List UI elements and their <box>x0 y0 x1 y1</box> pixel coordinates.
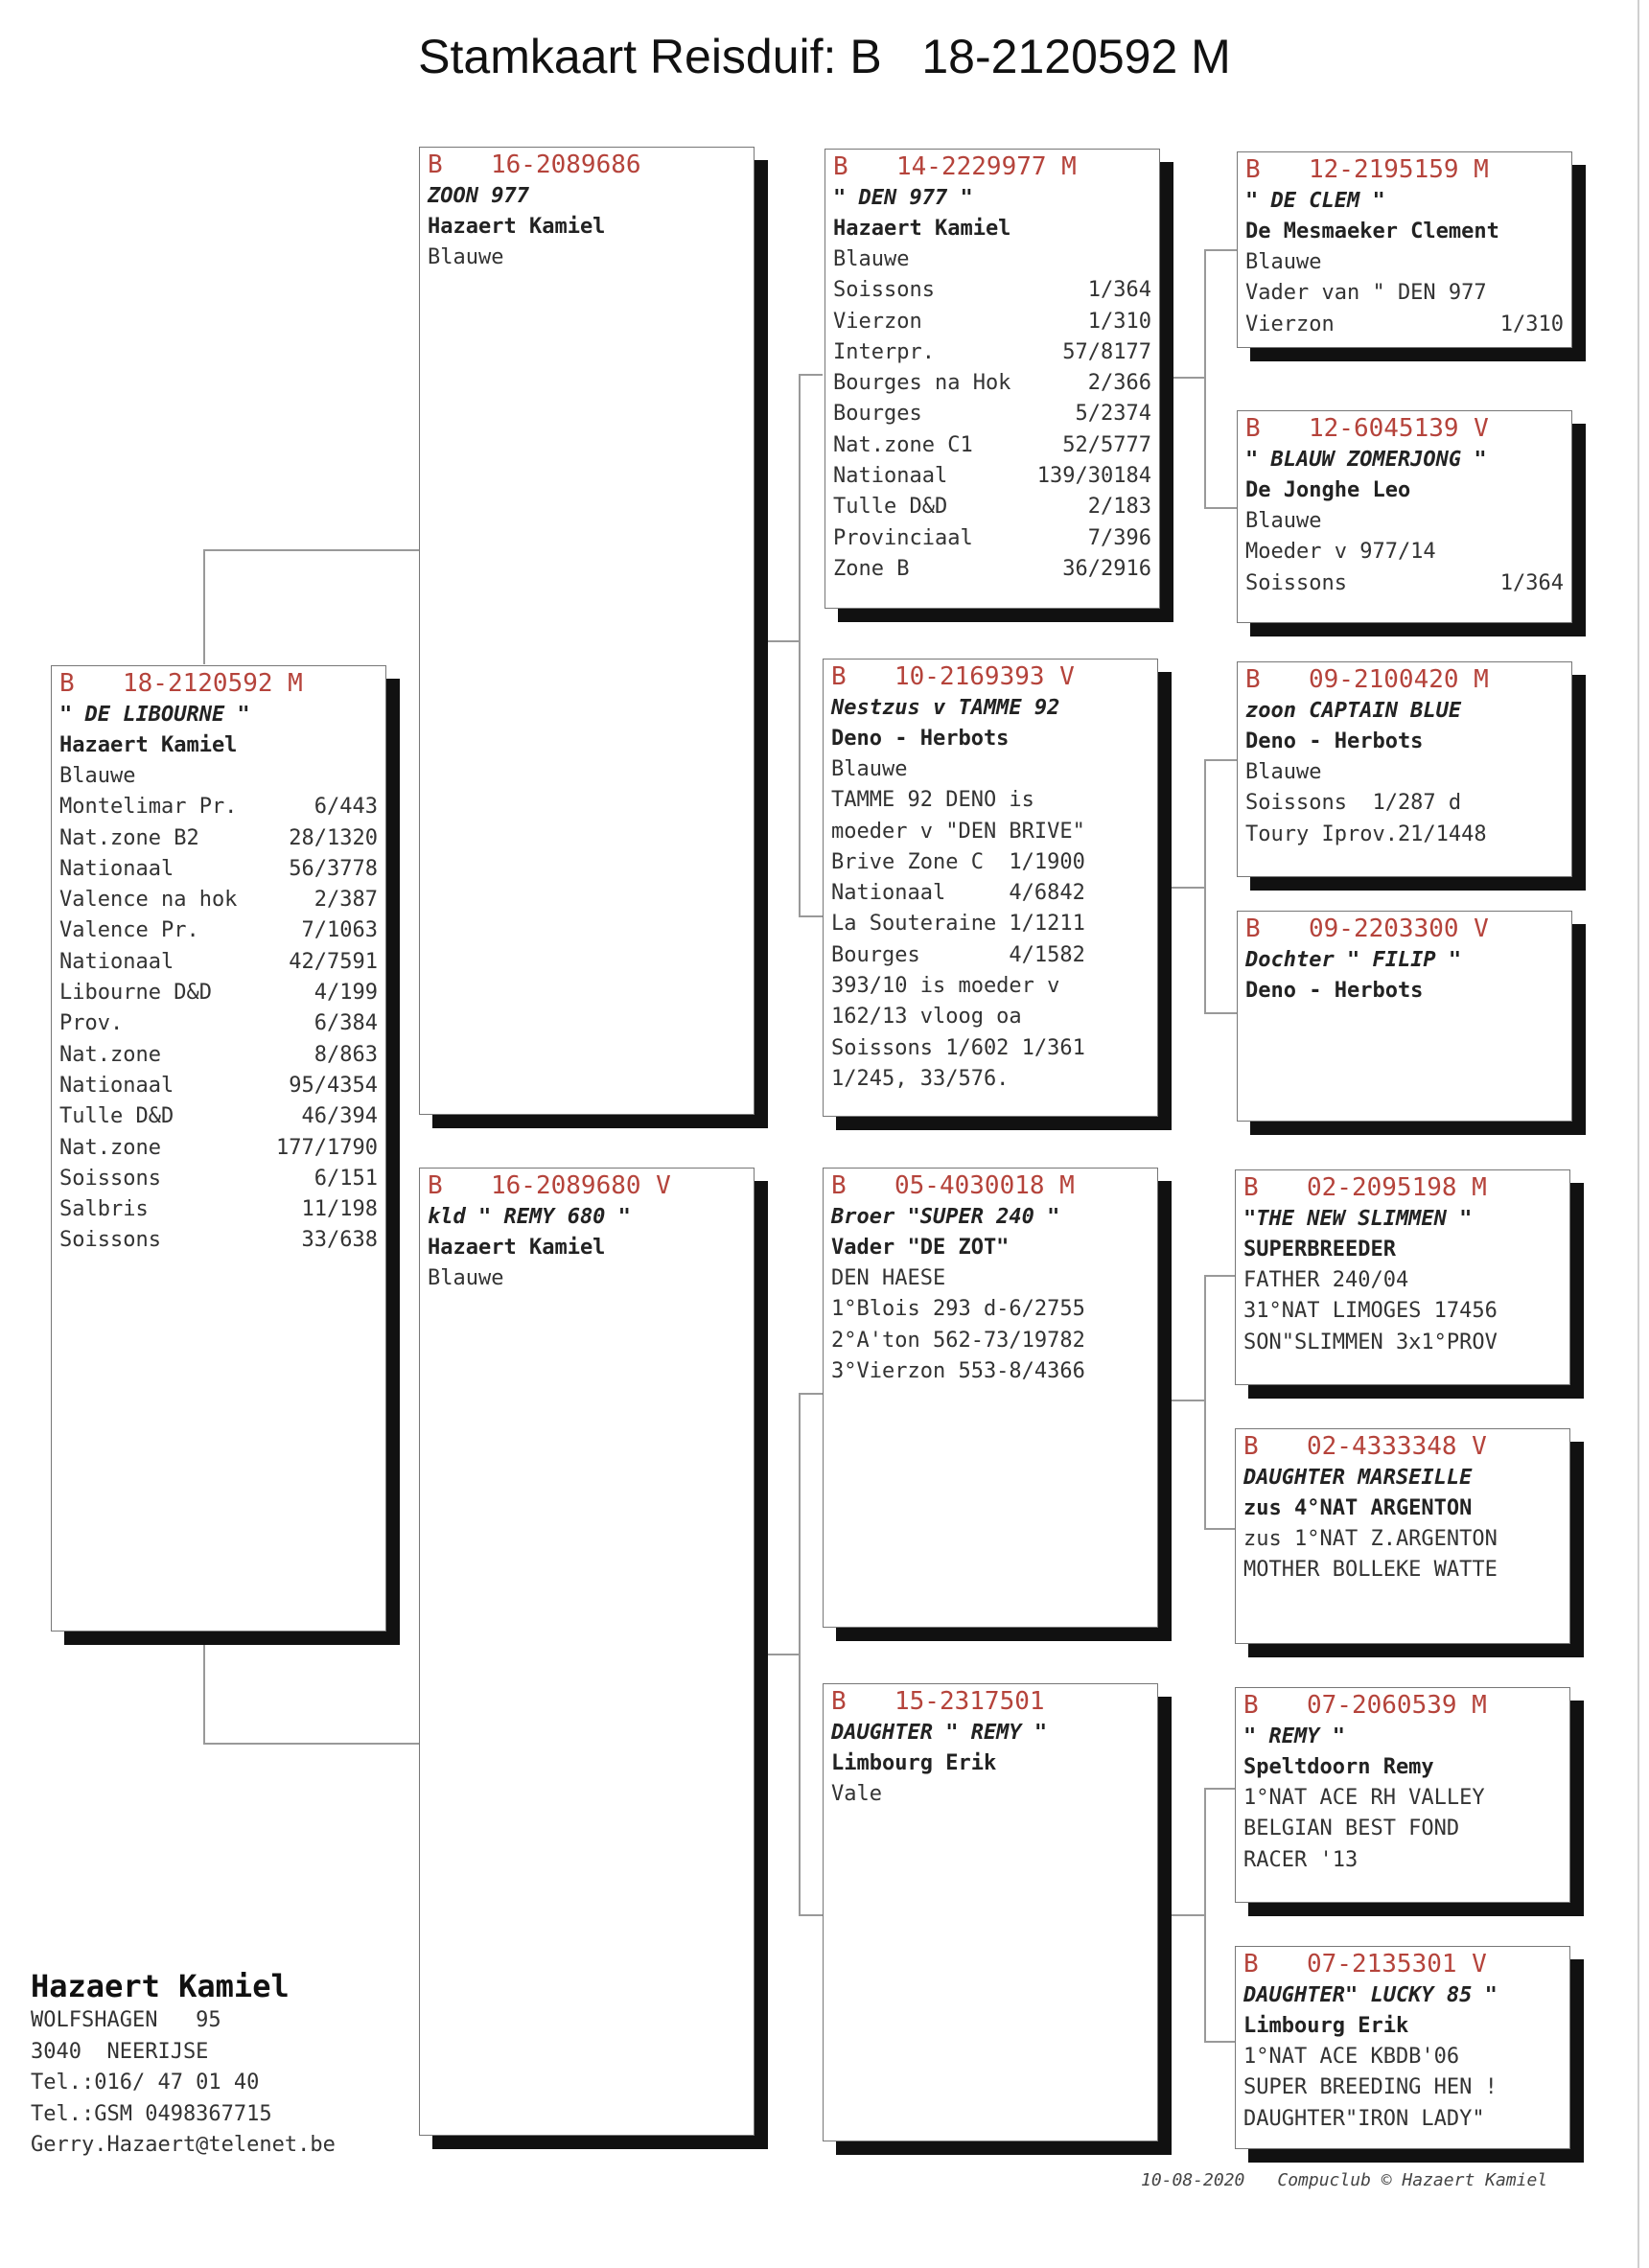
result-row <box>59 1071 378 1101</box>
result-row <box>59 1164 378 1194</box>
ring-number: B 14-2229977 M <box>833 152 1077 181</box>
owner-gsm: Tel.:GSM 0498367715 <box>31 2101 272 2126</box>
note-line: 162/13 vloog oa <box>831 1005 1022 1030</box>
connector-line <box>1204 1012 1238 1014</box>
pigeon-name: " DE LIBOURNE " <box>59 703 250 727</box>
pigeon-card-fmf <box>1237 661 1572 877</box>
pigeon-card-father-father <box>824 149 1160 609</box>
ring-number: B 10-2169393 V <box>831 662 1075 691</box>
result-row <box>59 1101 378 1132</box>
note-line: RACER '13 <box>1243 1847 1359 1872</box>
result-row <box>59 1040 378 1071</box>
connector-line <box>799 1393 801 1915</box>
race-result: 56/3778 <box>289 856 378 881</box>
race-result: 46/394 <box>301 1104 378 1129</box>
breeder-name: Limbourg Erik <box>831 1751 997 1775</box>
connector-line <box>1172 887 1205 889</box>
note-line: Blauwe <box>1245 509 1322 533</box>
race-name: Valence Pr. <box>59 918 199 943</box>
pigeon-name: Dochter " FILIP " <box>1245 948 1462 972</box>
race-result: 1/310 <box>1087 309 1151 334</box>
race-name: Nat.zone C1 <box>833 432 973 457</box>
breeder-name: Hazaert Kamiel <box>833 217 1011 241</box>
race-result: 33/638 <box>301 1228 378 1253</box>
result-row <box>59 1225 378 1256</box>
connector-line <box>799 915 823 917</box>
note-line: Bourges 4/1582 <box>831 942 1085 967</box>
note-line: Soissons 1/602 1/361 <box>831 1035 1085 1060</box>
owner-city: 3040 NEERIJSE <box>31 2039 209 2064</box>
footer <box>1141 2170 1580 2190</box>
race-result: 95/4354 <box>289 1073 378 1098</box>
owner-name: Hazaert Kamiel <box>31 1968 290 2004</box>
connector-line <box>1204 1275 1206 1529</box>
race-name: Nationaal <box>59 949 174 974</box>
ring-number: B 18-2120592 M <box>59 669 303 698</box>
connector-line <box>799 374 823 376</box>
pigeon-card-mother-mother <box>823 1683 1158 2141</box>
result-row <box>59 1008 378 1039</box>
pigeon-name: " DE CLEM " <box>1245 189 1385 213</box>
page-title <box>0 29 1649 84</box>
race-name: Soissons <box>1245 570 1347 595</box>
ring-number: B 09-2100420 M <box>1245 665 1489 694</box>
note-line: Brive Zone C 1/1900 <box>831 849 1085 874</box>
ring-number: B 12-2195159 M <box>1245 155 1489 184</box>
race-result: 7/1063 <box>301 918 378 943</box>
pigeon-color: Blauwe <box>831 757 908 781</box>
pigeon-name: DAUGHTER MARSEILLE <box>1243 1466 1473 1490</box>
title-ring: 18-2120592 M <box>921 30 1231 83</box>
note-line: 2°A'ton 562-73/19782 <box>831 1328 1085 1353</box>
connector-line <box>1204 2041 1238 2043</box>
connector-line <box>1204 1275 1238 1277</box>
pigeon-name: DAUGHTER" LUCKY 85 " <box>1243 1983 1498 2007</box>
connector-line <box>203 549 420 551</box>
results-list <box>59 792 378 1256</box>
race-name: Bourges <box>833 402 922 427</box>
race-name: Valence na hok <box>59 888 238 913</box>
result-row <box>59 854 378 885</box>
breeder-name: Limbourg Erik <box>1243 2014 1409 2038</box>
pigeon-name: Nestzus v TAMME 92 <box>831 696 1060 720</box>
note-line: Blauwe <box>1245 250 1322 274</box>
note-line: TAMME 92 DENO is <box>831 788 1034 813</box>
ring-number: B 02-2095198 M <box>1243 1173 1487 1202</box>
result-row <box>833 523 1151 554</box>
connector-line <box>799 1393 823 1395</box>
note-line: 1°NAT ACE KBDB'06 <box>1243 2045 1460 2069</box>
race-result: 2/183 <box>1087 495 1151 520</box>
note-line: 1°NAT ACE RH VALLEY <box>1243 1786 1485 1810</box>
ring-number: B 05-4030018 M <box>831 1171 1075 1200</box>
race-name: Zone B <box>833 556 910 581</box>
pigeon-name: zoon CAPTAIN BLUE <box>1245 699 1462 723</box>
race-name: Nationaal <box>59 1073 174 1098</box>
result-row <box>833 461 1151 492</box>
breeder-name: Deno - Herbots <box>1245 729 1424 753</box>
race-result: 52/5777 <box>1062 432 1151 457</box>
pigeon-card-mmm <box>1235 1946 1570 2149</box>
pigeon-name: "THE NEW SLIMMEN " <box>1243 1207 1473 1231</box>
race-name: Soissons <box>833 278 935 303</box>
connector-line <box>1204 1788 1238 1790</box>
pigeon-card-father-mother <box>823 659 1158 1117</box>
note-line: 3°Vierzon 553-8/4366 <box>831 1358 1085 1383</box>
pigeon-name: DAUGHTER " REMY " <box>831 1721 1048 1745</box>
ring-number: B 15-2317501 <box>831 1687 1045 1716</box>
note-line: Blauwe <box>1245 760 1322 784</box>
connector-line <box>203 1641 205 1744</box>
note-line: La Souteraine 1/1211 <box>831 912 1085 937</box>
result-row <box>833 399 1151 429</box>
note-line: DAUGHTER"IRON LADY" <box>1243 2106 1485 2131</box>
notes-list <box>831 1263 1150 1387</box>
ring-number: B 12-6045139 V <box>1245 414 1489 443</box>
breeder-name: Deno - Herbots <box>831 727 1010 751</box>
connector-line <box>1172 1914 1205 1916</box>
race-result: 1/364 <box>1499 570 1564 595</box>
owner-phone: Tel.:016/ 47 01 40 <box>31 2071 260 2094</box>
pigeon-card-fmm <box>1237 911 1572 1122</box>
race-result: 7/396 <box>1087 525 1151 550</box>
breeder-name: Deno - Herbots <box>1245 979 1424 1003</box>
notes-list <box>1243 1265 1562 1358</box>
pigeon-name: " DEN 977 " <box>833 186 973 210</box>
notes-list <box>1243 2042 1562 2135</box>
race-result: 8/863 <box>314 1042 378 1067</box>
notes-list <box>831 785 1150 1095</box>
pigeon-card-mother-father <box>823 1168 1158 1628</box>
connector-line <box>757 640 800 642</box>
note-line: MOTHER BOLLEKE WATTE <box>1243 1558 1498 1583</box>
notes-list <box>1243 1524 1562 1586</box>
race-name: Tulle D&D <box>833 495 948 520</box>
result-row <box>59 792 378 822</box>
connector-line <box>203 1743 420 1745</box>
notes-list <box>1243 1783 1562 1876</box>
note-line: 393/10 is moeder v <box>831 974 1060 999</box>
race-result: 139/30184 <box>1036 464 1151 489</box>
note-line: BELGIAN BEST FOND <box>1243 1817 1460 1841</box>
connector-line <box>1204 249 1206 508</box>
result-row <box>59 978 378 1008</box>
connector-line <box>203 549 205 664</box>
race-name: Vierzon <box>833 309 922 334</box>
note-line: FATHER 240/04 <box>1243 1268 1409 1292</box>
ring-number: B 09-2203300 V <box>1245 914 1489 943</box>
ring-number: B 16-2089680 V <box>428 1171 671 1200</box>
ring-number: B 07-2060539 M <box>1243 1691 1487 1720</box>
pigeon-card-mff <box>1235 1169 1570 1385</box>
pigeon-card-fff <box>1237 151 1572 348</box>
result-row <box>59 915 378 946</box>
breeder-name: Hazaert Kamiel <box>428 215 606 239</box>
pigeon-card-mmf <box>1235 1687 1570 1903</box>
race-result: 177/1790 <box>276 1135 378 1160</box>
note-line: Soissons 1/287 d <box>1245 791 1462 816</box>
race-name: Prov. <box>59 1011 124 1036</box>
breeder-name: Speltdoorn Remy <box>1243 1755 1434 1779</box>
note-line: Nationaal 4/6842 <box>831 881 1085 906</box>
note-line: SON"SLIMMEN 3x1°PROV <box>1243 1330 1498 1354</box>
connector-line <box>1204 249 1238 251</box>
notes-list <box>1245 757 1564 850</box>
pigeon-name: " BLAUW ZOMERJONG " <box>1245 448 1487 472</box>
pigeon-color: Vale <box>831 1782 882 1806</box>
note-line: zus 1°NAT Z.ARGENTON <box>1243 1527 1498 1551</box>
race-name: Vierzon <box>1245 312 1335 336</box>
breeder-name: Hazaert Kamiel <box>428 1236 606 1260</box>
pigeon-name: ZOON 977 <box>428 184 529 208</box>
race-result: 1/310 <box>1499 312 1564 336</box>
race-result: 42/7591 <box>289 949 378 974</box>
race-result: 4/199 <box>314 981 378 1006</box>
race-result: 2/387 <box>314 888 378 913</box>
race-name: Provinciaal <box>833 525 973 550</box>
result-row <box>833 307 1151 337</box>
result-row <box>833 275 1151 306</box>
result-row <box>1245 310 1564 340</box>
result-row <box>59 1194 378 1225</box>
note-line: DEN HAESE <box>831 1266 946 1290</box>
race-result: 5/2374 <box>1075 402 1151 427</box>
note-line: SUPER BREEDING HEN ! <box>1243 2075 1498 2100</box>
footer-credit: Compuclub © Hazaert Kamiel <box>1277 2170 1548 2190</box>
connector-line <box>1172 1400 1205 1401</box>
race-name: Libourne D&D <box>59 981 212 1006</box>
race-name: Tulle D&D <box>59 1104 174 1129</box>
pigeon-color: Blauwe <box>428 1266 504 1290</box>
owner-street: WOLFSHAGEN 95 <box>31 2008 221 2032</box>
result-row <box>833 492 1151 522</box>
pigeon-color: Blauwe <box>428 245 504 269</box>
footer-date: 10-08-2020 <box>1141 2170 1245 2190</box>
note-line: Moeder v 977/14 <box>1245 540 1436 565</box>
race-result: 57/8177 <box>1062 339 1151 364</box>
race-result: 6/151 <box>314 1166 378 1191</box>
connector-line <box>799 374 801 916</box>
race-result: 6/443 <box>314 795 378 820</box>
pigeon-color: Blauwe <box>59 764 136 788</box>
race-result: 11/198 <box>301 1197 378 1222</box>
note-line: Toury Iprov.21/1448 <box>1245 822 1487 846</box>
race-name: Montelimar Pr. <box>59 795 238 820</box>
breeder-name: Vader "DE ZOT" <box>831 1236 1010 1260</box>
pigeon-card-mother <box>419 1168 755 2136</box>
connector-line <box>1204 759 1206 1013</box>
race-name: Nat.zone B2 <box>59 825 199 850</box>
pigeon-name: Broer "SUPER 240 " <box>831 1205 1060 1229</box>
breeder-name: zus 4°NAT ARGENTON <box>1243 1496 1473 1520</box>
result-row <box>833 554 1151 585</box>
connector-line <box>1204 1788 1206 2042</box>
race-name: Bourges na Hok <box>833 371 1011 396</box>
notes-list <box>1245 506 1564 599</box>
result-row <box>833 368 1151 399</box>
connector-line <box>1204 759 1238 761</box>
race-result: 1/364 <box>1087 278 1151 303</box>
connector-line <box>757 1654 800 1655</box>
owner-block <box>31 1967 336 2162</box>
connector-line <box>1172 377 1205 379</box>
race-name: Interpr. <box>833 339 935 364</box>
note-line: 31°NAT LIMOGES 17456 <box>1243 1299 1498 1324</box>
connector-line <box>799 1914 823 1916</box>
race-name: Nationaal <box>59 856 174 881</box>
owner-email: Gerry.Hazaert@telenet.be <box>31 2133 336 2157</box>
note-line: moeder v "DEN BRIVE" <box>831 819 1085 844</box>
ring-number: B 07-2135301 V <box>1243 1950 1487 1979</box>
pigeon-card-mfm <box>1235 1428 1570 1644</box>
pigeon-card-subject <box>51 665 386 1632</box>
race-result: 28/1320 <box>289 825 378 850</box>
result-row <box>59 823 378 854</box>
race-result: 6/384 <box>314 1011 378 1036</box>
race-result: 2/366 <box>1087 371 1151 396</box>
note-line: 1°Blois 293 d-6/2755 <box>831 1297 1085 1322</box>
race-name: Salbris <box>59 1197 149 1222</box>
race-result: 36/2916 <box>1062 556 1151 581</box>
connector-line <box>1204 1528 1238 1530</box>
race-name: Soissons <box>59 1166 161 1191</box>
race-name: Nat.zone <box>59 1135 161 1160</box>
note-line: 1/245, 33/576. <box>831 1066 1010 1091</box>
race-name: Nationaal <box>833 464 948 489</box>
result-row <box>833 337 1151 368</box>
breeder-name: De Jonghe Leo <box>1245 478 1411 502</box>
pigeon-card-father <box>419 147 755 1115</box>
result-row <box>1245 568 1564 599</box>
breeder-name: De Mesmaeker Clement <box>1245 220 1499 243</box>
results-list <box>833 275 1151 585</box>
result-row <box>59 947 378 978</box>
result-row <box>59 1133 378 1164</box>
note-line: Vader van " DEN 977 <box>1245 281 1487 306</box>
pigeon-color: Blauwe <box>833 247 910 271</box>
page-edge <box>1637 0 1639 2268</box>
breeder-name: SUPERBREEDER <box>1243 1238 1396 1261</box>
pigeon-name: kld " REMY 680 " <box>428 1205 631 1229</box>
race-name: Soissons <box>59 1228 161 1253</box>
pigeon-name: " REMY " <box>1243 1724 1345 1748</box>
ring-number: B 02-4333348 V <box>1243 1432 1487 1461</box>
breeder-name: Hazaert Kamiel <box>59 733 238 757</box>
race-name: Nat.zone <box>59 1042 161 1067</box>
result-row <box>833 430 1151 461</box>
pigeon-card-ffm <box>1237 410 1572 623</box>
result-row <box>59 885 378 915</box>
notes-list <box>1245 247 1564 340</box>
ring-number: B 16-2089686 <box>428 150 641 179</box>
connector-line <box>1204 507 1238 509</box>
title-prefix: Stamkaart Reisduif: B <box>418 30 882 83</box>
